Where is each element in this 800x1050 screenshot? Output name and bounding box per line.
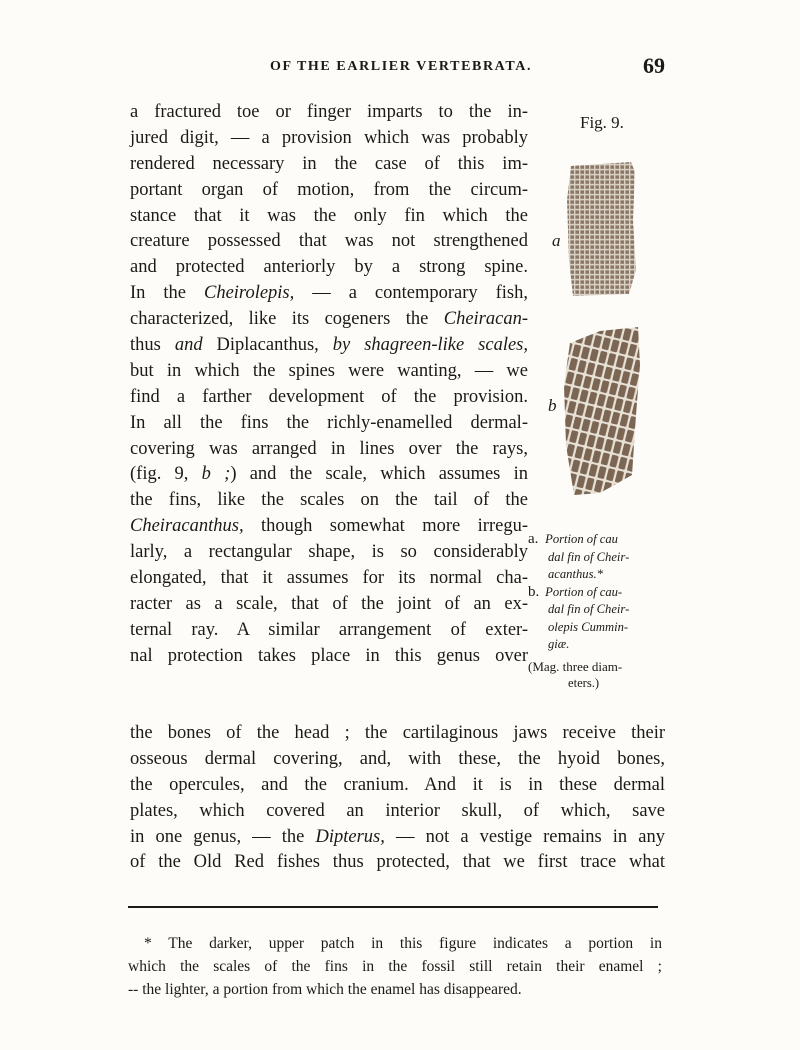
footnote-line-1: * The darker, upper patch in this figure indicates a portion in (144, 935, 662, 952)
text-line: find a farther development of the provision. (130, 386, 528, 407)
caption-a-line-2: dal fin of Cheir- (548, 549, 630, 564)
text-line: a fractured toe or finger imparts to the in- (130, 102, 528, 122)
caption-b-line-1: Portion of cau- (545, 584, 623, 599)
text-line: nal protection takes place in this genus over (130, 645, 528, 666)
text-line: covering was arranged in lines over the rays, (130, 438, 528, 459)
caption-magnification-2: eters.) (568, 676, 600, 690)
running-head (130, 55, 665, 85)
figure-label: Fig. 9. (580, 113, 624, 132)
text-line: in one genus, — the Dipterus, — not a vestige remains in any (130, 826, 665, 847)
text-line: characterized, like its cogeners the Cheiracan- (130, 309, 528, 330)
caption-a-line-3: acanthus.* (548, 567, 603, 581)
text-line: racter as a scale, that of the joint of an ex- (130, 593, 528, 614)
text-line: Cheiracanthus, though somewhat more irregu- (130, 516, 528, 537)
figure-letter-a: a (552, 231, 561, 250)
caption-b-key: b. (528, 583, 540, 600)
text-line: In the Cheirolepis, — a contemporary fish, (130, 283, 529, 304)
footnote (128, 932, 662, 1001)
body-text-narrow-column (130, 100, 528, 670)
text-line: portant organ of motion, from the circum- (130, 179, 528, 200)
text-line: stance that it was the only fin which the (130, 205, 528, 226)
caption-b-line-2: dal fin of Cheir- (548, 602, 630, 616)
figure-9a-enamelled-scales (565, 160, 637, 298)
text-line: the fins, like the scales on the tail of the (130, 490, 528, 511)
text-line: (fig. 9, b ;) and the scale, which assumes in (130, 464, 528, 485)
page-number: 69 (643, 53, 665, 78)
text-line: the bones of the head ; the cartilaginous jaws receive their (130, 723, 665, 743)
text-line: larly, a rectangular shape, is so considerably (130, 542, 528, 563)
body-text-full-column (130, 721, 665, 876)
text-line: thus and Diplacanthus, by shagreen-like scales, (130, 335, 529, 356)
caption-magnification-1: (Mag. three diam- (528, 658, 623, 674)
text-line: the opercules, and the cranium. And it is in these dermal (130, 774, 665, 795)
caption-a-line-1: Portion of cau (545, 532, 618, 546)
figure-caption (528, 531, 670, 693)
running-title: OF THE EARLIER VERTEBRATA. (270, 59, 533, 74)
figure-letter-b: b (548, 396, 557, 415)
footnote-line-2: which the scales of the fins in the fossil still retain their enamel ; (128, 958, 662, 975)
footnote-line-3: -- the lighter, a portion from which the enamel has disappeared. (128, 981, 522, 998)
text-line: rendered necessary in the case of this im- (130, 153, 528, 174)
figure-9b-unenamelled-scales (560, 325, 644, 497)
caption-a-row-1 (528, 531, 670, 549)
caption-b-line-3: olepis Cummin- (548, 619, 629, 634)
caption-b-line-4: giæ. (548, 637, 570, 651)
text-line: plates, which covered an interior skull, of which, save (130, 800, 665, 821)
footnote-rule (128, 906, 658, 908)
text-line: jured digit, — a provision which was probably (130, 127, 528, 148)
caption-b-row-1 (528, 584, 670, 602)
text-line: and protected anteriorly by a strong spine. (130, 257, 528, 278)
caption-a-key: a. (528, 531, 539, 547)
text-line: elongated, that it assumes for its normal cha- (130, 568, 528, 589)
text-line: ternal ray. A similar arrangement of exter- (130, 619, 528, 640)
text-line: of the Old Red fishes thus protected, that we first trace what (130, 852, 665, 873)
text-line: creature possessed that was not strengthened (130, 231, 528, 252)
text-line: but in which the spines were wanting, — we (130, 360, 528, 381)
text-line: osseous dermal covering, and, with these, the hyoid bones, (130, 748, 665, 769)
text-line: In all the fins the richly-enamelled dermal- (130, 412, 528, 433)
